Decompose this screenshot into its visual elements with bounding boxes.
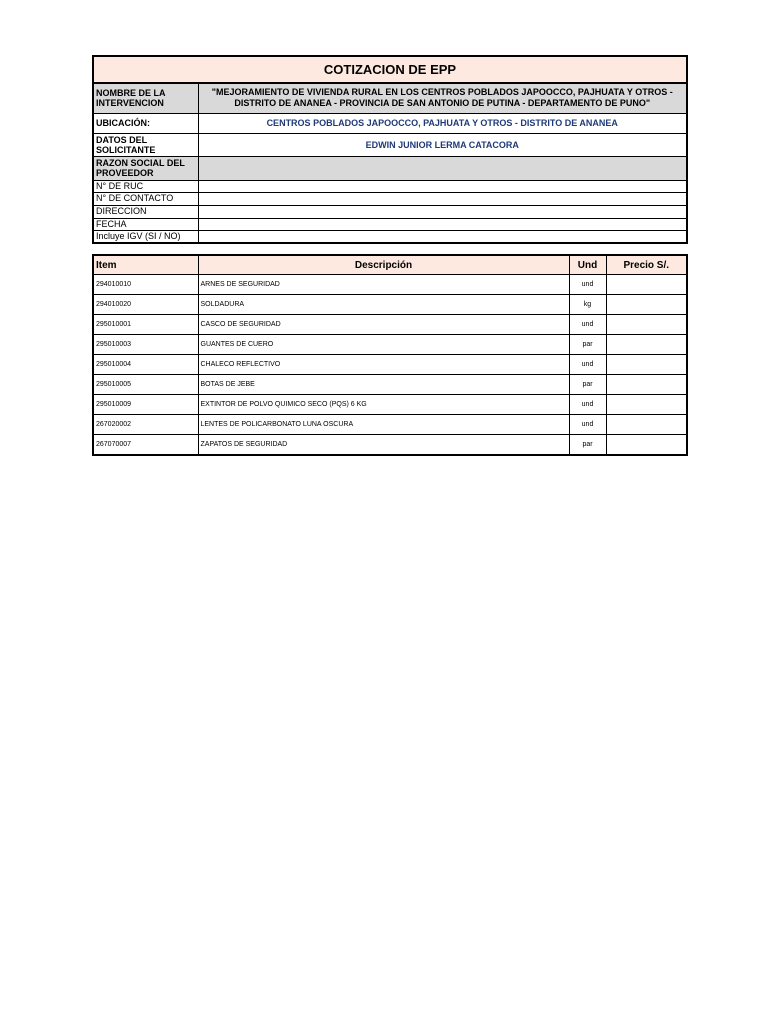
direccion-field[interactable]: [198, 205, 687, 218]
item-code: 294010010: [93, 275, 198, 295]
table-row: [93, 315, 687, 335]
ubicacion-value: CENTROS POBLADOS JAPOOCCO, PAJHUATA Y OTROS - DISTRITO DE ANANEA: [198, 113, 687, 133]
item-code: 295010003: [93, 335, 198, 355]
item-unit: und: [569, 415, 606, 435]
item-code: 295010001: [93, 315, 198, 335]
razon-social-field[interactable]: [198, 156, 687, 180]
igv-field[interactable]: [198, 230, 687, 243]
page-title: COTIZACION DE EPP: [93, 56, 687, 83]
item-price-field[interactable]: [606, 295, 687, 315]
table-row: [93, 295, 687, 315]
solicitante-value: EDWIN JUNIOR LERMA CATACORA: [198, 133, 687, 156]
item-code: 295010005: [93, 375, 198, 395]
item-code: 267070007: [93, 435, 198, 456]
header-precio: Precio S/.: [606, 255, 687, 275]
item-unit: und: [569, 275, 606, 295]
items-table: [92, 254, 688, 456]
item-description: SOLDADURA: [198, 295, 569, 315]
item-code: 295010009: [93, 395, 198, 415]
item-price-field[interactable]: [606, 335, 687, 355]
table-row: [93, 415, 687, 435]
header-item: Item: [93, 255, 198, 275]
contacto-field[interactable]: [198, 192, 687, 205]
ubicacion-label: UBICACIÓN:: [93, 113, 198, 133]
table-row: [93, 395, 687, 415]
item-price-field[interactable]: [606, 375, 687, 395]
ruc-label: N° DE RUC: [93, 180, 198, 192]
table-row: [93, 355, 687, 375]
item-description: CHALECO REFLECTIVO: [198, 355, 569, 375]
item-price-field[interactable]: [606, 435, 687, 456]
item-price-field[interactable]: [606, 275, 687, 295]
item-unit: par: [569, 435, 606, 456]
fecha-field[interactable]: [198, 218, 687, 230]
intervencion-value: "MEJORAMIENTO DE VIVIENDA RURAL EN LOS CENTROS POBLADOS JAPOOCCO, PAJHUATA Y OTROS - DISTRITO DE ANANEA - PROVINCIA DE SAN ANTONIO DE PUTINA - DEPARTAMENTO DE PUNO": [198, 83, 687, 113]
item-description: LENTES DE POLICARBONATO LUNA OSCURA: [198, 415, 569, 435]
item-description: GUANTES DE CUERO: [198, 335, 569, 355]
header-descripcion: Descripción: [198, 255, 569, 275]
razon-social-label: RAZON SOCIAL DEL PROVEEDOR: [93, 156, 198, 180]
igv-label: Incluye IGV (SI / NO): [93, 230, 198, 243]
item-price-field[interactable]: [606, 355, 687, 375]
item-unit: par: [569, 375, 606, 395]
item-description: ZAPATOS DE SEGURIDAD: [198, 435, 569, 456]
header-table: [92, 55, 688, 244]
contacto-label: N° DE CONTACTO: [93, 192, 198, 205]
item-unit: und: [569, 315, 606, 335]
item-price-field[interactable]: [606, 315, 687, 335]
item-description: ARNES DE SEGURIDAD: [198, 275, 569, 295]
item-price-field[interactable]: [606, 395, 687, 415]
item-unit: und: [569, 355, 606, 375]
item-unit: par: [569, 335, 606, 355]
item-price-field[interactable]: [606, 415, 687, 435]
item-code: 295010004: [93, 355, 198, 375]
item-unit: kg: [569, 295, 606, 315]
table-row: [93, 335, 687, 355]
table-row: [93, 375, 687, 395]
item-code: 294010020: [93, 295, 198, 315]
ruc-field[interactable]: [198, 180, 687, 192]
item-description: CASCO DE SEGURIDAD: [198, 315, 569, 335]
table-row: [93, 435, 687, 456]
solicitante-label: DATOS DEL SOLICITANTE: [93, 133, 198, 156]
item-description: EXTINTOR DE POLVO QUIMICO SECO (PQS) 6 KG: [198, 395, 569, 415]
fecha-label: FECHA: [93, 218, 198, 230]
direccion-label: DIRECCION: [93, 205, 198, 218]
intervencion-label: NOMBRE DE LA INTERVENCION: [93, 83, 198, 113]
table-row: [93, 275, 687, 295]
item-code: 267020002: [93, 415, 198, 435]
header-und: Und: [569, 255, 606, 275]
item-description: BOTAS DE JEBE: [198, 375, 569, 395]
item-unit: und: [569, 395, 606, 415]
